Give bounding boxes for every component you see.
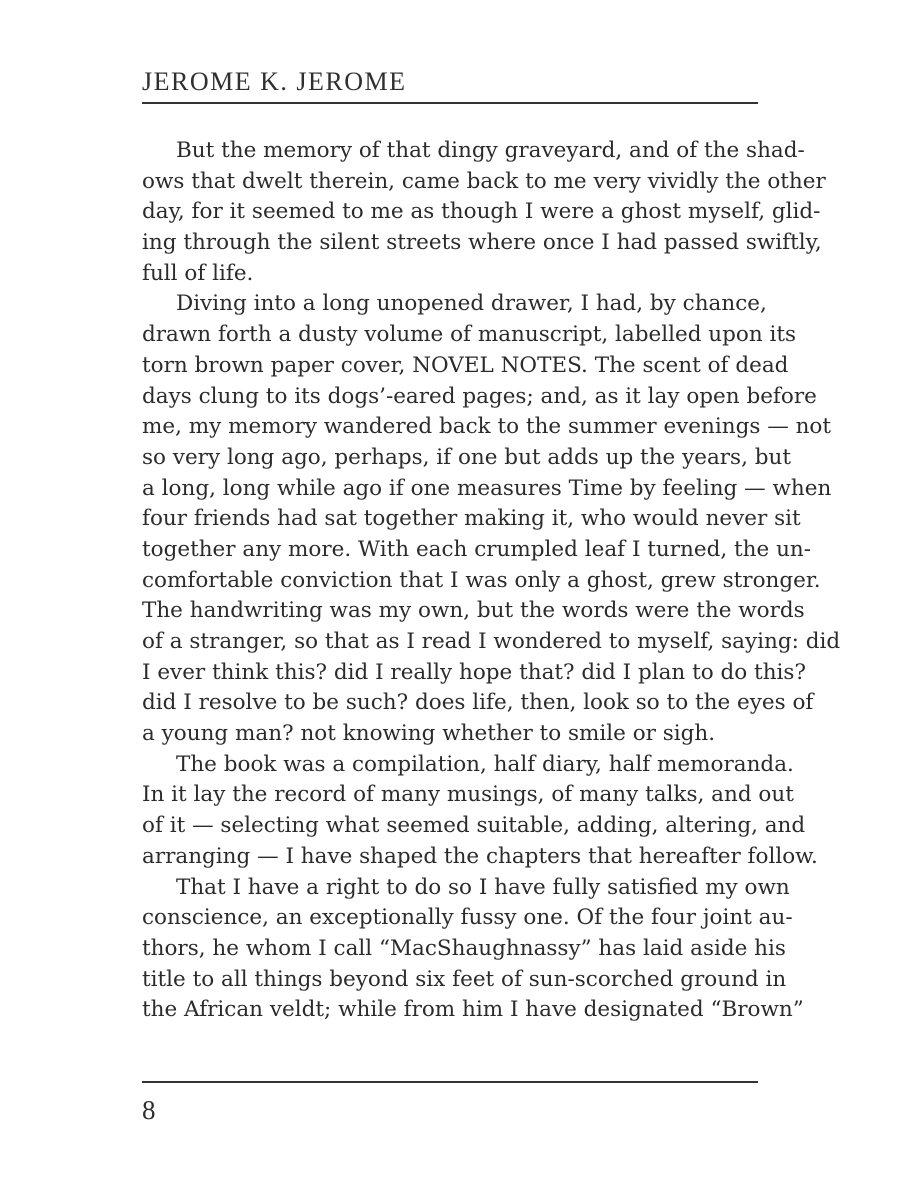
footer-rule — [142, 1081, 758, 1083]
text-line: full of life. — [142, 260, 254, 286]
page-number: 8 — [142, 1095, 156, 1125]
text-line: ows that dwelt therein, came back to me very vividly the other — [142, 168, 826, 194]
text-line: me, my memory wandered back to the summer evenings — not — [142, 414, 831, 440]
text-line: But the memory of that dingy graveyard, and of the shad- — [176, 138, 805, 163]
running-head-title: JEROME K. JEROME — [142, 67, 407, 96]
header-rule — [142, 102, 758, 104]
text-line: torn brown paper cover, NOVEL NOTES. The scent of dead — [142, 352, 789, 378]
text-line: In it lay the record of many musings, of many talks, and out — [142, 782, 794, 808]
text-line: did I resolve to be such? does life, then, look so to the eyes of — [142, 690, 814, 716]
text-line: a young man? not knowing whether to smile or sigh. — [142, 721, 716, 747]
text-line: conscience, an exceptionally fussy one. Of the four joint au- — [142, 905, 793, 931]
text-line: of it — selecting what seemed suitable, adding, altering, and — [142, 813, 806, 839]
text-line: I ever think this? did I really hope that? did I plan to do this? — [142, 659, 806, 685]
text-line: days clung to its dogs’-eared pages; and, as it lay open before — [142, 383, 817, 409]
text-line: The handwriting was my own, but the words were the words — [142, 598, 805, 624]
text-line: ing through the silent streets where once I had passed swiftly, — [142, 230, 822, 256]
text-line: arranging — I have shaped the chapters that hereafter follow. — [142, 843, 818, 869]
text-line: The book was a compilation, half diary, half memoranda. — [176, 751, 794, 777]
text-line: a long, long while ago if one measures Time by feeling — when — [142, 475, 832, 501]
text-line: of a stranger, so that as I read I wondered to myself, saying: did — [142, 629, 841, 654]
text-line: so very long ago, perhaps, if one but adds up the years, but — [142, 444, 792, 470]
text-line: That I have a right to do so I have fully satisfied my own — [176, 874, 790, 900]
text-line: day, for it seemed to me as though I were a ghost myself, glid- — [142, 199, 821, 225]
text-line: comfortable conviction that I was only a ghost, grew stronger. — [142, 567, 821, 593]
text-line: drawn forth a dusty volume of manuscript, labelled upon its — [142, 322, 797, 348]
text-line: four friends had sat together making it, who would never sit — [142, 506, 801, 532]
text-line: together any more. With each crumpled leaf I turned, the un- — [142, 536, 812, 562]
text-line: the African veldt; while from him I have designated “Brown” — [142, 997, 804, 1023]
text-line: Diving into a long unopened drawer, I had, by chance, — [176, 291, 767, 317]
text-line: thors, he whom I call “MacShaughnassy” has laid aside his — [142, 935, 786, 961]
text-line: title to all things beyond six feet of sun-scorched ground in — [142, 966, 787, 992]
body-text — [142, 136, 841, 1026]
